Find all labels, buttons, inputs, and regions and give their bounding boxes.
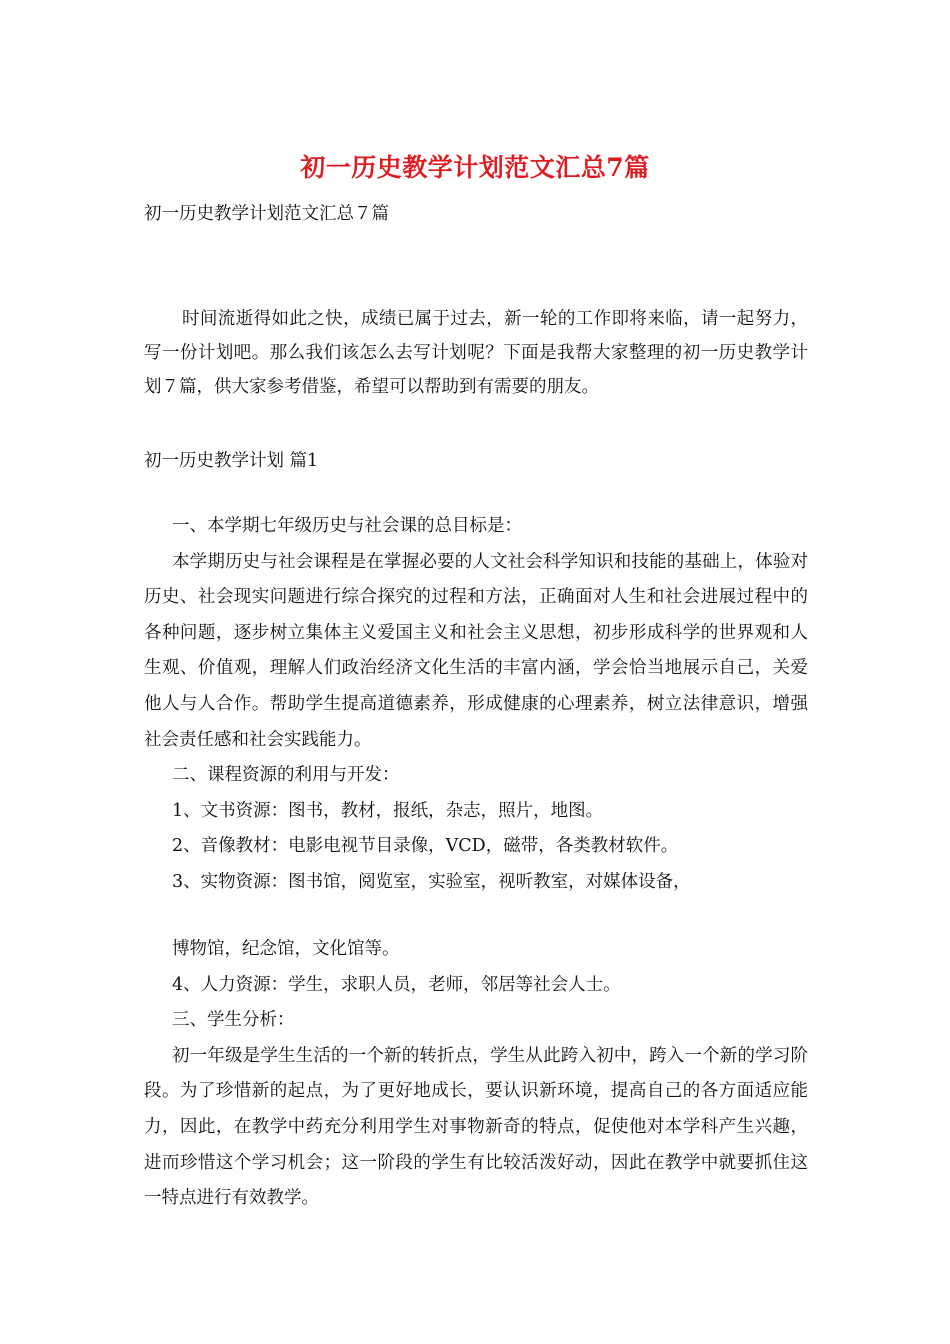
resource-item-2: 2、音像教材：电影电视节目录像，VCD，磁带，各类教材软件。 — [172, 836, 679, 857]
intro-paragraph: 时间流逝得如此之快，成绩已属于过去，新一轮的工作即将来临，请一起努力，写一份计划吧。那么我们该怎么去写计划呢？下面是我帮大家整理的初一历史教学计划７篇，供大家参考借鉴，希望可以帮助到有需要的朋友。 — [144, 309, 808, 397]
resource-item-1: 1、文书资源：图书，教材，报纸，杂志，照片，地图。 — [172, 800, 604, 821]
student-analysis-heading: 三、学生分析： — [172, 1010, 295, 1031]
section-heading: 初一历史教学计划 篇1 — [144, 451, 319, 471]
goal-heading: 一、本学期七年级历史与社会课的总目标是： — [172, 516, 522, 536]
resource-item-4: 4、人力资源：学生，求职人员，老师，邻居等社会人士。 — [172, 974, 621, 995]
section-body-part-1 — [144, 509, 808, 901]
section-body-part-2 — [144, 932, 808, 1217]
document-title: 初一历史教学计划范文汇总7篇 — [300, 153, 650, 182]
resource-item-3-continued: 博物馆，纪念馆，文化馆等。 — [172, 939, 400, 959]
goal-paragraph: 本学期历史与社会课程是在掌握必要的人文社会科学知识和技能的基础上，体验对历史、社会现实问题进行综合探究的过程和方法，正确面对人生和社会进展过程中的各种问题，逐步树立集体主义爱国主义和社会主义思想，初步形成科学的世界观和人生观、价值观，理解人们政治经济文化生活的丰富内涵，学会恰当地展示自己，关爱他人与人合作。帮助学生提高道德素养，形成健康的心理素养，树立法律意识，增强社会责任感和社会实践能力。 — [144, 551, 808, 750]
resource-item-3: 3、实物资源：图书馆，阅览室，实验室，视听教室，对媒体设备， — [172, 871, 691, 892]
student-analysis-paragraph: 初一年级是学生生活的一个新的转折点，学生从此跨入初中，跨入一个新的学习阶段。为了珍惜新的起点，为了更好地成长，要认识新环境，提高自己的各方面适应能力，因此，在教学中药充分利用学生对事物新奇的特点，促使他对本学科产生兴趣，进而珍惜这个学习机会；这一阶段的学生有比较活泼好动，因此在教学中就要抓住这一特点进行有效教学。 — [144, 1045, 808, 1209]
document-subtitle: 初一历史教学计划范文汇总７篇 — [144, 204, 389, 224]
resources-heading: 二、课程资源的利用与开发： — [172, 765, 400, 786]
